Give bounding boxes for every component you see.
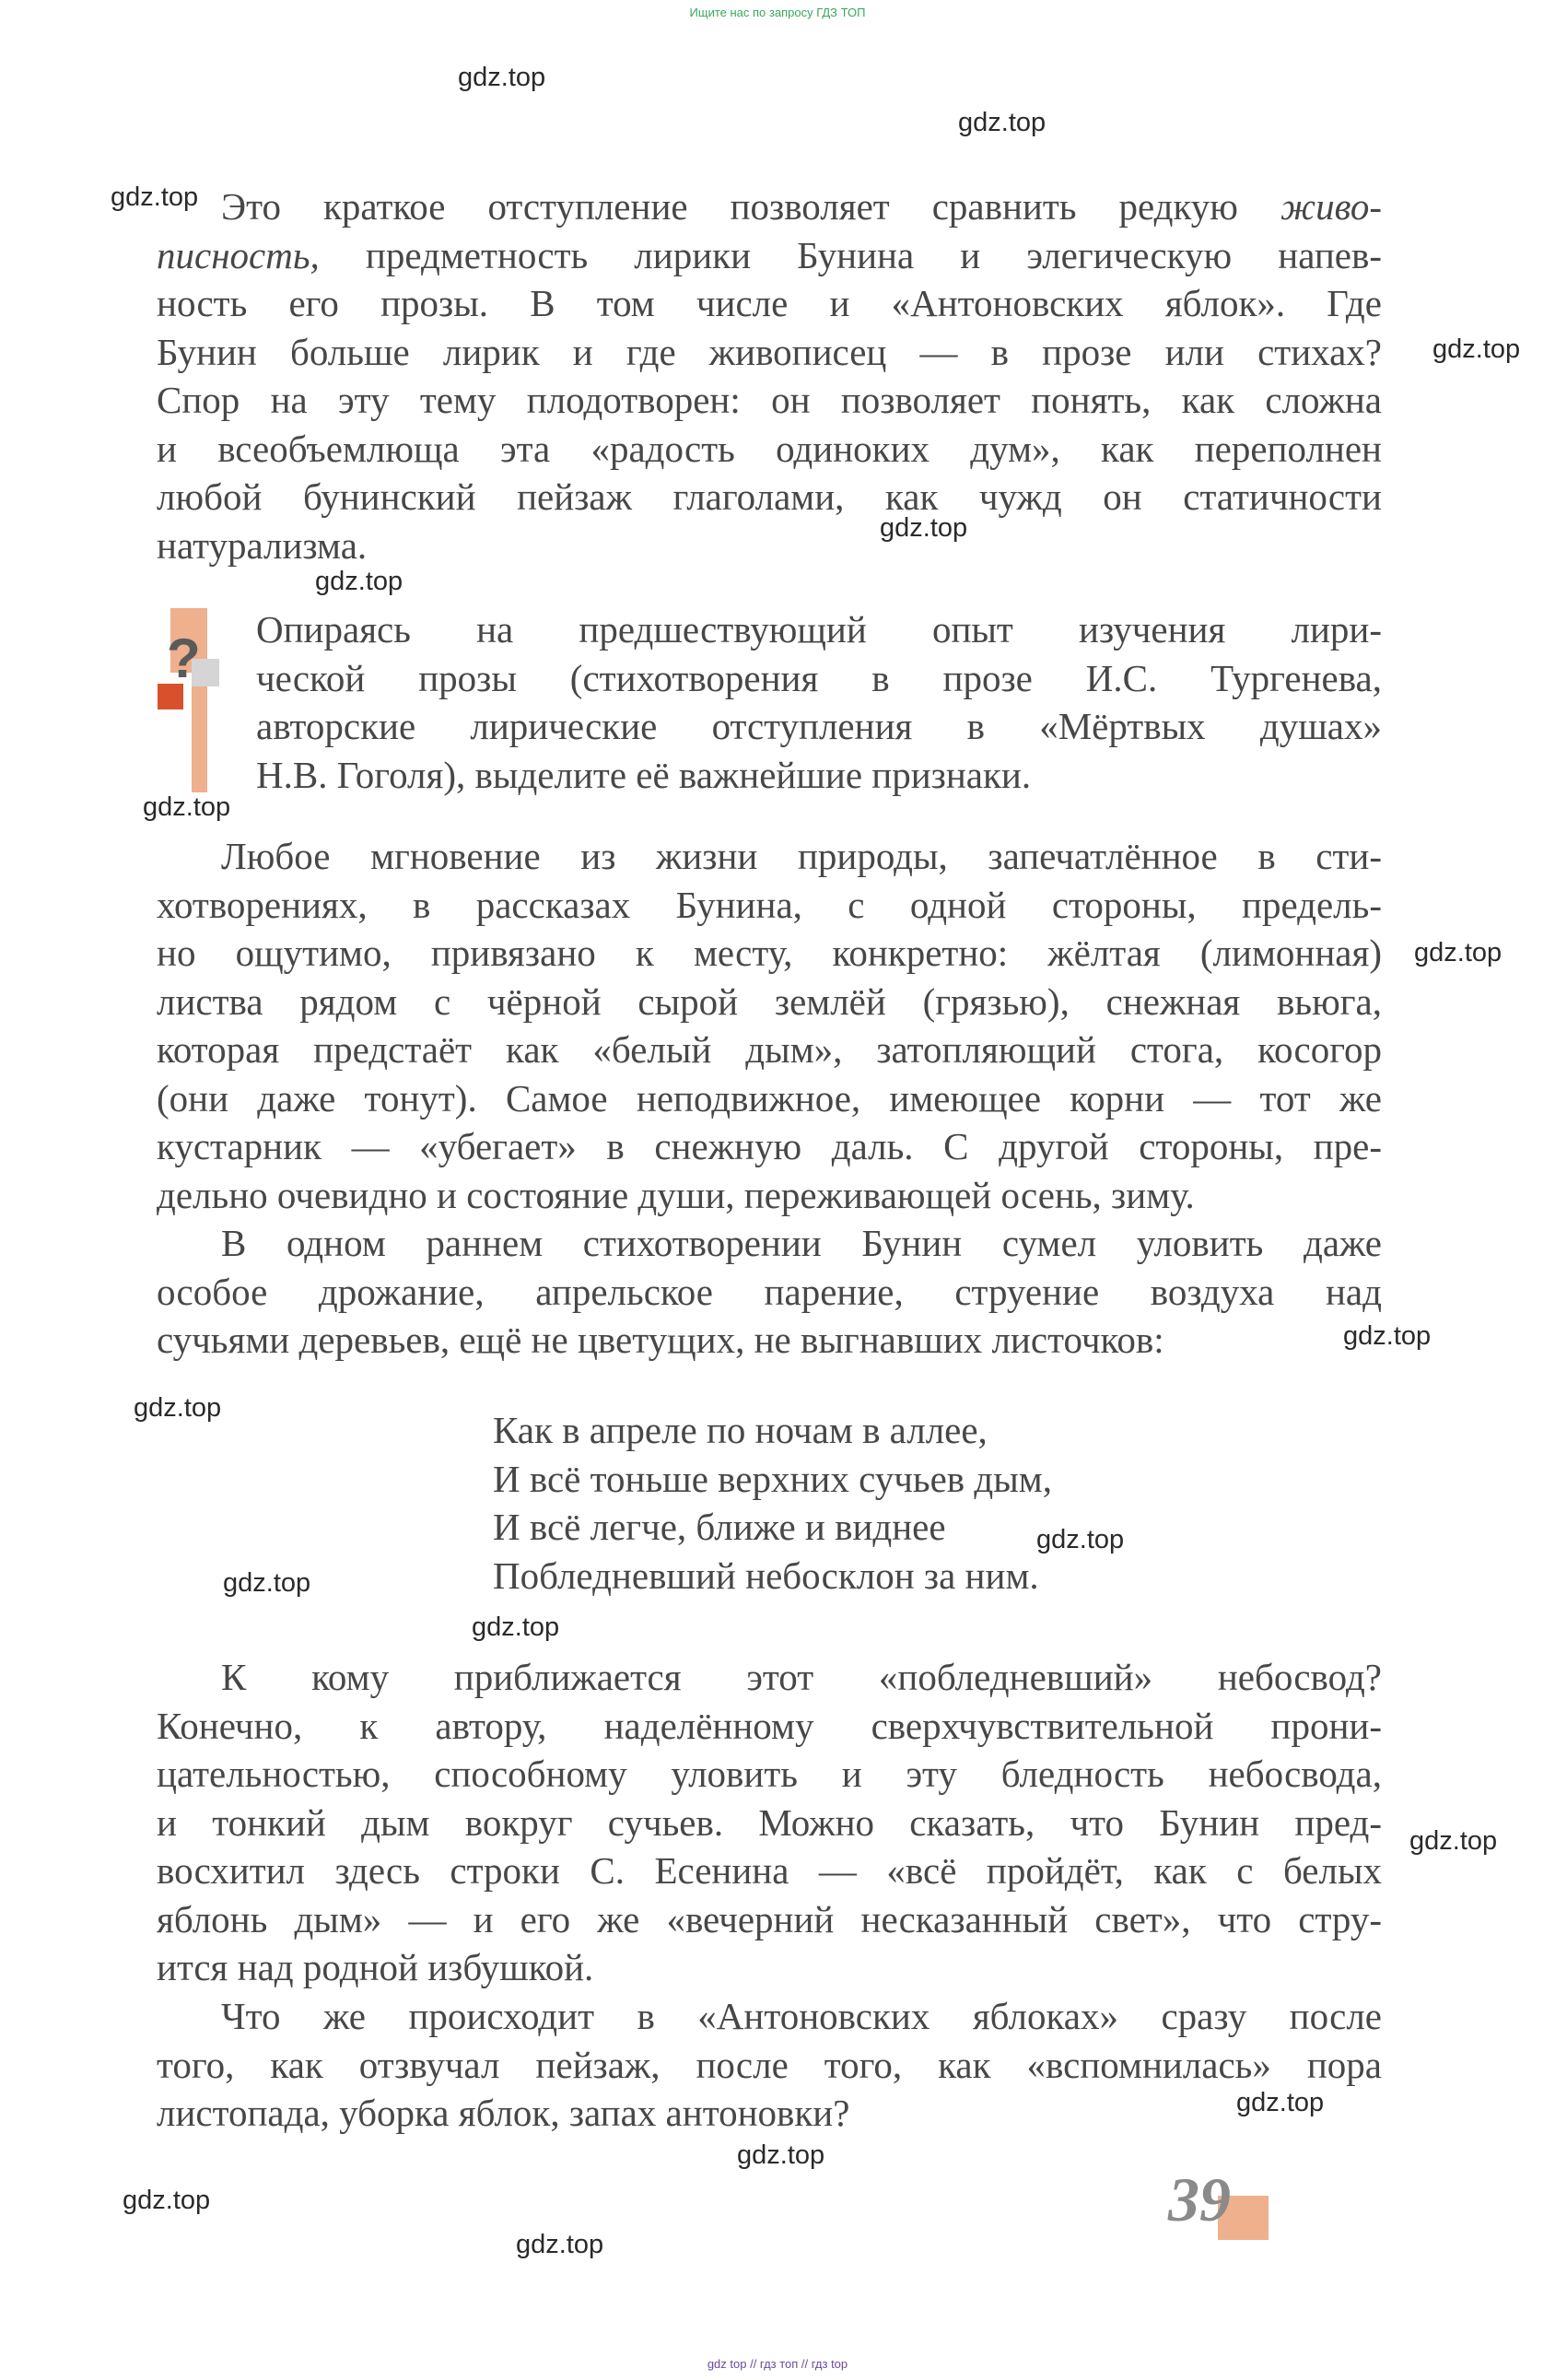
text-line: хотворениях, в рассказах Бунина, с одной стороны, предель-	[157, 883, 1382, 926]
watermark: gdz.top	[1409, 1826, 1498, 1856]
text-line: (они даже тонут). Самое неподвижное, имеющее корни — тот же	[157, 1076, 1382, 1120]
question-line: ческой прозы (стихотворения в прозе И.С. Тургенева,	[256, 656, 1382, 699]
text-line: того, как отзвучал пейзаж, после того, как «вспомнилась» пора	[157, 2043, 1382, 2086]
text-line: Это краткое отступление позволяет сравнить редкую живо-	[221, 185, 1382, 228]
text-line: которая предстаёт как «белый дым», затопляющий стога, косогор	[157, 1028, 1382, 1071]
header-note: Ищите нас по запросу ГДЗ ТОП	[689, 6, 866, 19]
poem-line: Побледневший небосклон за ним.	[493, 1553, 1039, 1597]
watermark: gdz.top	[134, 1393, 222, 1423]
question-line: Опираясь на предшествующий опыт изучения лири-	[256, 608, 1382, 651]
watermark: gdz.top	[1432, 334, 1521, 364]
question-line: Н.В. Гоголя), выделите её важнейшие признаки.	[256, 753, 1032, 796]
watermark: gdz.top	[1236, 2088, 1325, 2117]
text-line: Бунин больше лирик и где живописец — в прозе или стихах?	[157, 330, 1382, 373]
question-line: авторские лирические отступления в «Мёртвых душах»	[256, 705, 1382, 747]
text-line: и всеобъемлюща эта «радость одиноких дум», как переполнен	[157, 427, 1382, 470]
text-line: цательностью, способному уловить и эту бледность небосвода,	[157, 1753, 1382, 1795]
text-line: Конечно, к автору, наделённому сверхчувствительной прони-	[157, 1704, 1382, 1747]
text-line: ность его прозы. В том числе и «Антоновских яблок». Где	[157, 282, 1382, 324]
watermark: gdz.top	[123, 2186, 211, 2215]
text-line: любой бунинский пейзаж глаголами, как чужд он статичности	[157, 475, 1382, 518]
italic-word: живо-	[1280, 185, 1382, 228]
text-line: К кому приближается этот «побледневший» небосвод?	[221, 1656, 1382, 1698]
paragraph-3	[157, 1219, 1382, 1365]
poem	[493, 1406, 1052, 1600]
text-line: листопада, уборка яблок, запах антоновки?	[157, 2092, 850, 2134]
watermark: gdz.top	[1343, 1321, 1432, 1351]
text-line: дельно очевидно и состояние души, переживающей осень, зиму.	[157, 1173, 1195, 1216]
text-line: В одном раннем стихотворении Бунин сумел уловить даже	[221, 1222, 1382, 1264]
text-line: особое дрожание, апрельское парение, струение воздуха над	[157, 1270, 1382, 1313]
text-line: Любое мгновение из жизни природы, запечатлённое в сти-	[221, 835, 1382, 877]
watermark: gdz.top	[111, 182, 199, 212]
watermark: gdz.top	[143, 792, 231, 822]
paragraph-2	[157, 832, 1382, 1219]
italic-word: писность,	[157, 233, 320, 276]
text-line: писность, предметность лирики Бунина и элегическую напев-	[157, 233, 1382, 276]
text-line: восхитил здесь строки С. Есенина — «всё пройдёт, как с белых	[157, 1849, 1382, 1892]
question-block	[256, 605, 1382, 799]
text-line: натурализма.	[157, 523, 368, 567]
poem-line: Как в апреле по ночам в аллее,	[493, 1409, 988, 1451]
paragraph-4	[157, 1653, 1382, 1992]
text-line: Что же происходит в «Антоновских яблоках» сразу после	[221, 1995, 1382, 2037]
watermark: gdz.top	[958, 108, 1046, 137]
watermark: gdz.top	[1036, 1525, 1125, 1554]
watermark: gdz.top	[737, 2140, 825, 2170]
question-mark-icon	[150, 608, 242, 792]
watermark: gdz.top	[223, 1568, 311, 1598]
text-line: ится над родной избушкой.	[157, 1946, 594, 1988]
footer-note: gdz top // гдз топ // гдз top	[707, 2357, 848, 2371]
text-line: и тонкий дым вокруг сучьев. Можно сказать, что Бунин пред-	[157, 1800, 1382, 1844]
poem-line: И всё легче, ближе и виднее	[493, 1506, 946, 1548]
watermark: gdz.top	[1414, 938, 1502, 967]
watermark: gdz.top	[516, 2230, 604, 2259]
text-line: листва рядом с чёрной сырой землёй (грязью), снежная вьюга,	[157, 979, 1382, 1023]
svg-text:?: ?	[167, 627, 201, 689]
text-line: яблонь дым» — и его же «вечерний несказанный свет», что стру-	[157, 1897, 1382, 1940]
text-line: Спор на эту тему плодотворен: он позволяет понять, как сложна	[157, 379, 1382, 421]
text-line: сучьями деревьев, ещё не цветущих, не выгнавших листочков:	[157, 1319, 1164, 1361]
watermark: gdz.top	[880, 513, 968, 543]
watermark: gdz.top	[472, 1612, 560, 1642]
text-line: но ощутимо, привязано к месту, конкретно: жёлтая (лимонная)	[157, 932, 1382, 974]
watermark: gdz.top	[458, 63, 546, 92]
paragraph-1	[157, 182, 1382, 569]
paragraph-5	[157, 1992, 1382, 2138]
text-line: кустарник — «убегает» в снежную даль. С другой стороны, пре-	[157, 1125, 1382, 1167]
watermark: gdz.top	[315, 567, 403, 596]
page-number: 39	[1168, 2164, 1231, 2234]
poem-line: И всё тоньше верхних сучьев дым,	[493, 1457, 1052, 1500]
